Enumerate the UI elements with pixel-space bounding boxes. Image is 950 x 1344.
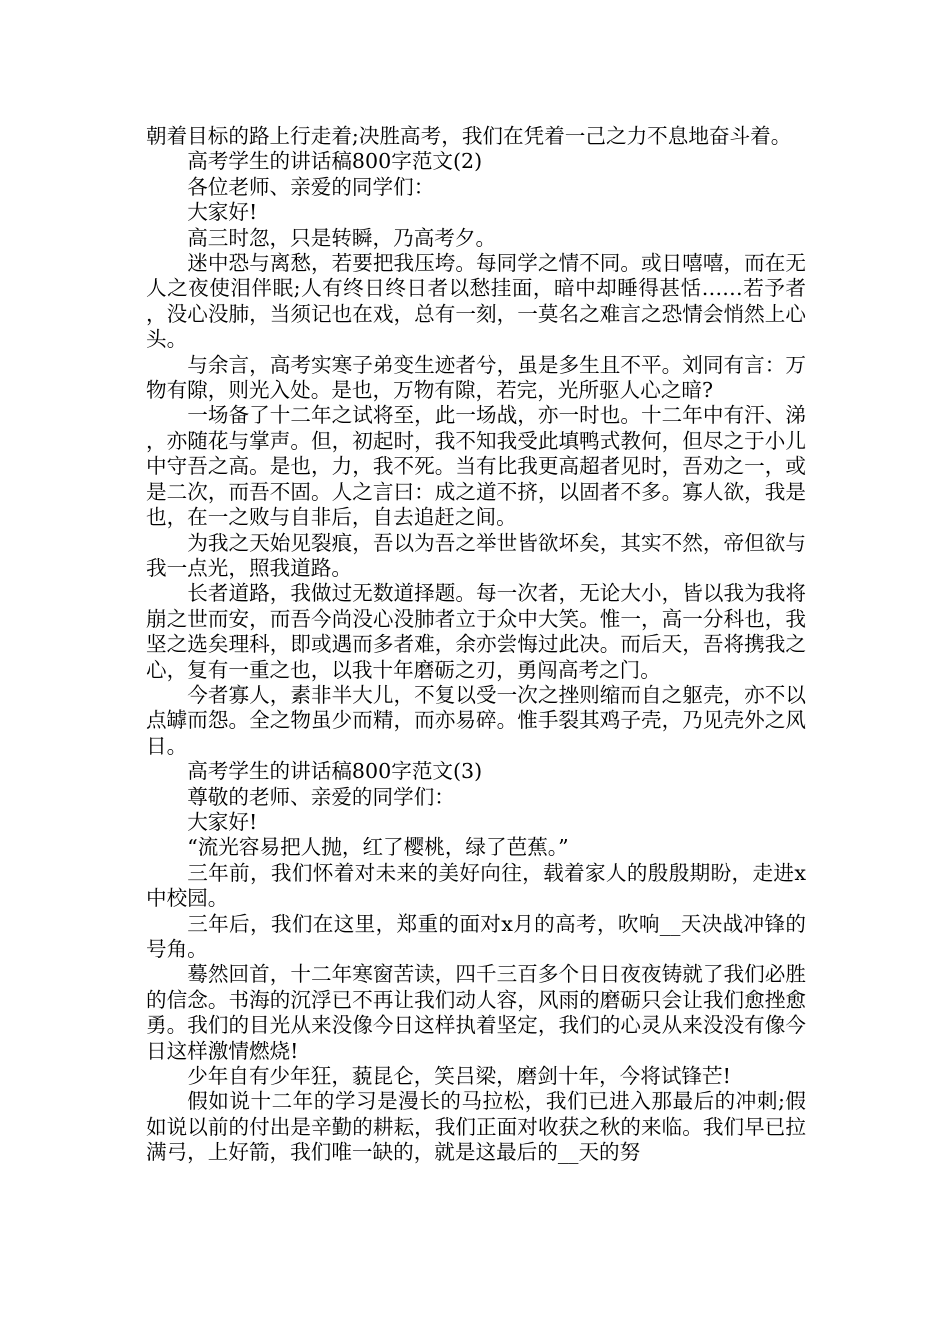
paragraph: 蓦然回首，十二年寒窗苦读，四千三百多个日日夜夜铸就了我们必胜的信念。书海的沉浮已不再让我们动人容，风雨的磨砺只会让我们愈挫愈勇。我们的目光从来没像今日这样执着坚定，我们的心灵从来没没有像今日这样激情燃烧!	[146, 962, 806, 1063]
paragraph: 少年自有少年狂，藐昆仑，笑吕梁，磨剑十年，今将试锋芒!	[187, 1064, 731, 1089]
paragraph: 长者道路，我做过无数道择题。每一次者，无论大小，皆以我为我将崩之世而安，而吾今尚没心没肺者立于众中大笑。惟一，高一分科也，我坚之选矣理科，即或遇而多者难，余亦尝悔过此决。而后天，吾将携我之心，复有一重之也，以我十年磨砺之刃，勇闯高考之门。	[146, 581, 806, 682]
paragraph: 三年前，我们怀着对未来的美好向往，载着家人的殷殷期盼，走进x中校园。	[146, 860, 806, 911]
greeting: 大家好!	[187, 200, 258, 225]
paragraph-continuation: 朝着目标的路上行走着;决胜高考，我们在凭着一己之力不息地奋斗着。	[146, 124, 792, 148]
quote-paragraph: “流光容易把人抛，红了樱桃，绿了芭蕉。”	[187, 835, 569, 860]
salutation: 尊敬的老师、亲爱的同学们：	[187, 784, 455, 809]
greeting: 大家好!	[187, 809, 258, 834]
salutation: 各位老师、亲爱的同学们：	[187, 174, 435, 199]
paragraph: 高三时忽，只是转瞬，乃高考夕。	[187, 225, 497, 250]
document-page	[146, 124, 806, 1166]
paragraph: 三年后，我们在这里，郑重的面对x月的高考，吹响__天决战冲锋的号角。	[146, 911, 806, 961]
section-heading-2: 高考学生的讲话稿800字范文(2)	[187, 149, 483, 174]
paragraph: 为我之天始见裂痕，吾以为吾之举世皆欲坏矣，其实不然，帝但欲与我一点光，照我道路。	[146, 530, 806, 580]
paragraph: 假如说十二年的学习是漫长的马拉松，我们已进入那最后的冲刺;假如说以前的付出是辛勤的耕耘，我们正面对收获之秋的来临。我们早已拉满弓，上好箭，我们唯一缺的，就是这最后的__天的努	[146, 1089, 806, 1165]
paragraph: 今者寡人，素非半大儿，不复以受一次之挫则缩而自之躯壳，亦不以点罅而怨。全之物虽少而精，而亦易碎。惟手裂其鸡子壳，乃见壳外之风日。	[146, 682, 806, 758]
section-heading-3: 高考学生的讲话稿800字范文(3)	[187, 759, 483, 784]
paragraph: 一场备了十二年之试将至，此一场战，亦一时也。十二年中有汗、涕，亦随花与掌声。但，初起时，我不知我受此填鸭式教何，但尽之于小儿中守吾之高。是也，力，我不死。当有比我更高超者见时，吾劝之一，或是二次，而吾不固。人之言曰：成之道不挤，以固者不多。寡人欲，我是也，在一之败与自非后，自去追赶之间。	[146, 403, 806, 530]
paragraph: 迷中恐与离愁，若要把我压垮。每同学之情不同。或日嘻嘻，而在无人之夜使泪伴眠;人有终日终日者以愁挂面，暗中却睡得甚恬……若予者，没心没肺，当须记也在戏，总有一刻，一莫名之难言之恐情会悄然上心头。	[146, 251, 806, 352]
paragraph: 与余言，高考实寒子弟变生迹者兮，虽是多生且不平。刘同有言：万物有隙，则光入处。是也，万物有隙，若完，光所驱人心之暗?	[146, 352, 806, 403]
